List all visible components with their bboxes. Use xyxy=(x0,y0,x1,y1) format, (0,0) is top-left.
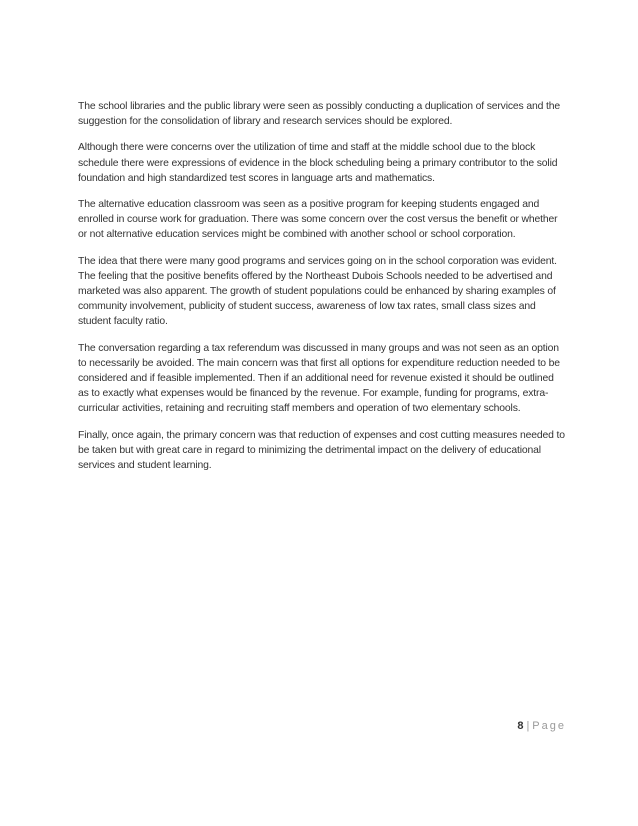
paragraph-programs-services: The idea that there were many good programs and services going on in the school corporation was evident. The feeling that the positive benefits offered by the Northeast Dubois Schools needed to be advertised and marketed was also apparent. The growth of student populations could be enhanced by sharing examples of community involvement, publicity of student success, awareness of low tax rates, small class sizes and student faculty ratio. xyxy=(78,255,557,328)
paragraph-block-schedule: Although there were concerns over the utilization of time and staff at the middle school due to the block schedule there were expressions of evidence in the block scheduling being a primary contributor to the solid foundation and high standardized test scores in language arts and mathematics. xyxy=(78,142,558,184)
paragraph-tax-referendum: The conversation regarding a tax referendum was discussed in many groups and was not seen as an option to necessarily be avoided. The main concern was that first all options for expenditure reduction needed to be considered and if feasible implemented. Then if an additional need for revenue existed it should be outlined as to exactly what expenses would be financed by the revenue. For example, funding for programs, extra-curricular activities, retaining and recruiting staff members and operation of two elementary schools. xyxy=(78,342,560,415)
paragraph-conclusion: Finally, once again, the primary concern was that reduction of expenses and cost cutting measures needed to be taken but with great care in regard to minimizing the detrimental impact on the delivery of educational services and student learning. xyxy=(78,429,565,472)
paragraph-alternative-education: The alternative education classroom was seen as a positive program for keeping students engaged and enrolled in course work for graduation. There was some concern over the cost versus the benefit or whether or not alternative education services might be combined with another school or school corporation. xyxy=(78,199,558,241)
page-number: 8 xyxy=(517,720,524,732)
document-body xyxy=(78,99,566,484)
page-label: Page xyxy=(532,720,566,732)
page-footer xyxy=(517,720,566,732)
footer-separator: | xyxy=(526,720,530,732)
paragraph-libraries: The school libraries and the public library were seen as possibly conducting a duplication of services and the suggestion for the consolidation of library and research services should be explored. xyxy=(78,101,560,128)
